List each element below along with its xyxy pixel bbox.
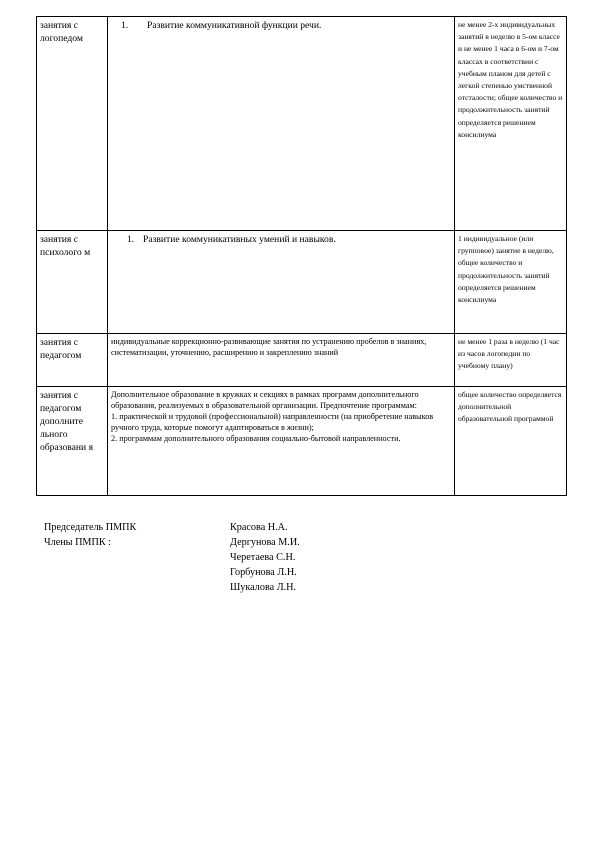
signature-row [44, 550, 370, 565]
row-content: индивидуальные коррекционно-развивающие занятия по устранению пробелов в знаниях, систематизации, уточнению, расширению и закреплению знаний [108, 334, 455, 387]
item-number: 1. [121, 20, 129, 31]
item-number: 1. [127, 234, 135, 245]
list-item [111, 233, 451, 246]
members-role: Члены ПМПК : [44, 537, 112, 548]
chair-name: Красова Н.А. [230, 522, 288, 533]
member-name: Дергунова М.И. [230, 537, 300, 548]
table-row [37, 17, 567, 231]
row-label: занятия с педагогом [37, 334, 108, 387]
row-label: занятия с педагогом дополните льного образовани я [37, 387, 108, 496]
row-content [108, 231, 455, 334]
row-content: Дополнительное образование в кружках и секциях в рамках программ дополнительного образования, реализуемых в образовательной организации. Предпочтение программам: 1. практической и трудовой (профессиональной) направленности (на приобретение навыков ручного труда, которые помогут адаптироваться в жизни); 2. программам дополнительного образования социально-бытовой направленности. [108, 387, 455, 496]
row-label: занятия с логопедом [37, 17, 108, 231]
row-content [108, 17, 455, 231]
table-row [37, 334, 567, 387]
signature-row [44, 520, 370, 535]
table-row [37, 387, 567, 496]
correction-plan-table [36, 16, 567, 496]
signature-row [44, 565, 370, 580]
row-label: занятия с психолого м [37, 231, 108, 334]
signature-row [44, 535, 370, 550]
item-text: Развитие коммуникативных умений и навыков. [143, 234, 336, 245]
member-name: Шукалова Л.Н. [230, 582, 297, 593]
row-schedule: не менее 2-х индивидуальных занятий в неделю в 5-ом классе и не менее 1 часа в 6-ом и 7-ом классах в соответствии с учебным планом для детей с легкой степенью умственной отсталости; общее количество и продолжительность занятий определяется решением консилиума [455, 17, 567, 231]
signature-row [44, 580, 370, 595]
row-schedule: 1 индивидуальное (или групповое) занятие в неделю, общее количество и продолжительность занятий определяется решением консилиума [455, 231, 567, 334]
list-item [111, 19, 451, 32]
signature-block [44, 520, 370, 595]
row-schedule: не менее 1 раза в неделю (1 час из часов логопедии по учебному плану) [455, 334, 567, 387]
row-schedule: общее количество определяется дополнительной образовательной программой [455, 387, 567, 496]
member-name: Черетаева С.Н. [230, 552, 296, 563]
item-text: Развитие коммуникативной функции речи. [147, 20, 322, 31]
member-name: Горбунова Л.Н. [230, 567, 297, 578]
table-row [37, 231, 567, 334]
chair-role: Председатель ПМПК [44, 522, 137, 533]
